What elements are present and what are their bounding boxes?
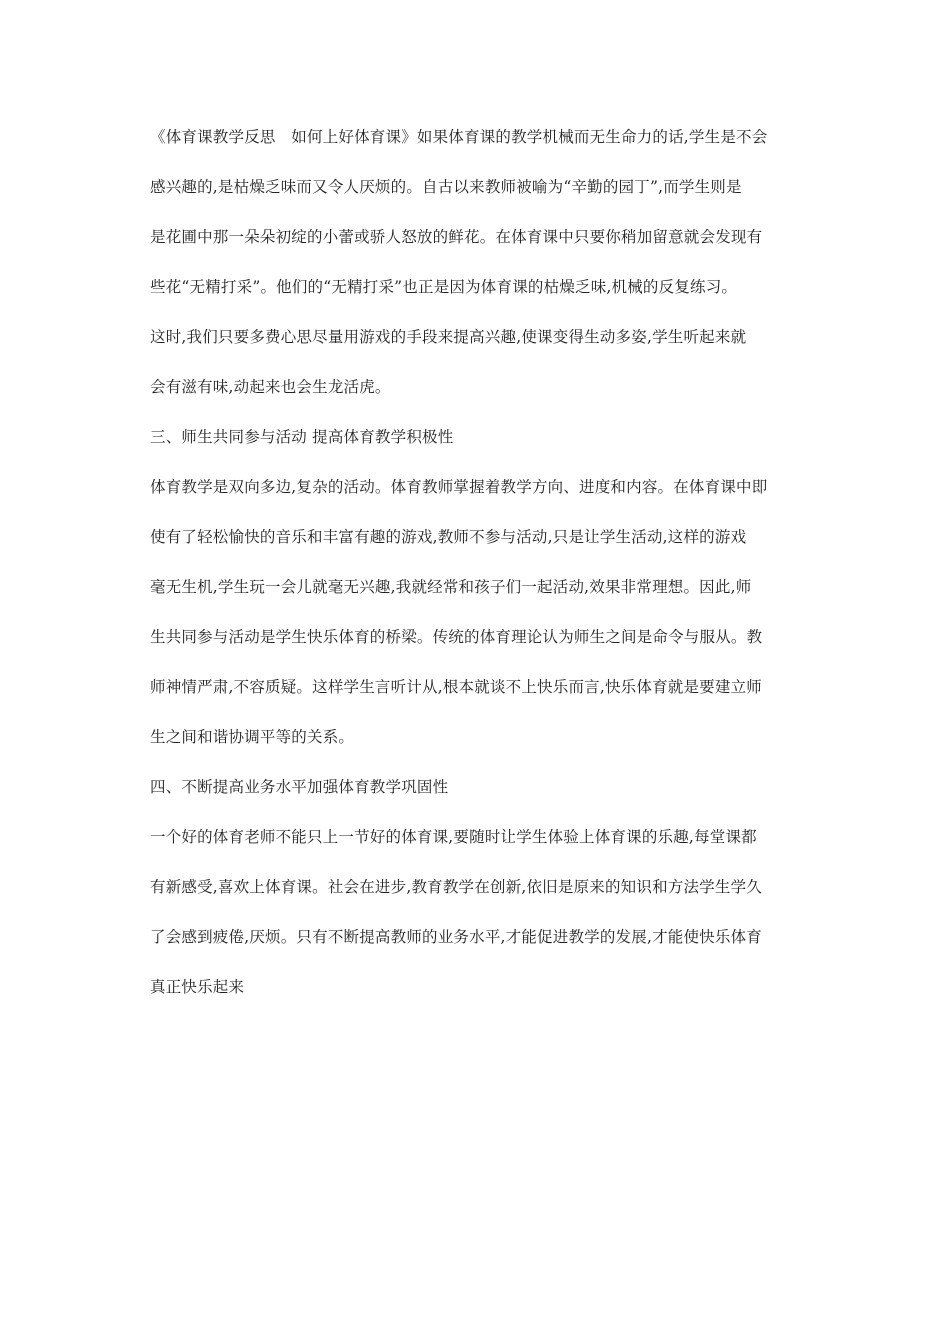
text-line: 使有了轻松愉快的音乐和丰富有趣的游戏,教师不参与活动,只是让学生活动,这样的游戏 xyxy=(150,528,747,546)
paragraph-1 xyxy=(150,118,810,418)
text-line: 是花圃中那一朵朵初绽的小蕾或骄人怒放的鲜花。在体育课中只要你稍加留意就会发现有 xyxy=(150,228,763,246)
paragraph-2 xyxy=(150,468,810,768)
text-line: 会有滋有味,动起来也会生龙活虎。 xyxy=(150,378,391,396)
text-line: 一个好的体育老师不能只上一节好的体育课,要随时让学生体验上体育课的乐趣,每堂课都 xyxy=(150,828,757,846)
text-line: 《体育课教学反思 如何上好体育课》如果体育课的教学机械而无生命力的话,学生是不会 xyxy=(150,128,768,146)
text-line: 这时,我们只要多费心思尽量用游戏的手段来提高兴趣,使课变得生动多姿,学生听起来就 xyxy=(150,328,747,346)
text-line: 生之间和谐协调平等的关系。 xyxy=(150,728,355,746)
text-line: 毫无生机,学生玩一会儿就毫无兴趣,我就经常和孩子们一起活动,效果非常理想。因此,师 xyxy=(150,578,752,596)
text-line: 了会感到疲倦,厌烦。只有不断提高教师的业务水平,才能促进教学的发展,才能使快乐体育 xyxy=(150,928,762,946)
text-line: 师神情严肃,不容质疑。这样学生言听计从,根本就谈不上快乐而言,快乐体育就是要建立师 xyxy=(150,678,762,696)
text-line: 体育教学是双向多边,复杂的活动。体育教师掌握着教学方向、进度和内容。在体育课中即 xyxy=(150,478,768,496)
text-line: 些花“无精打采”。他们的“无精打采”也正是因为体育课的枯燥乏味,机械的反复练习。 xyxy=(150,278,738,296)
document-body xyxy=(150,118,810,1018)
paragraph-3 xyxy=(150,818,810,1018)
section-heading-3: 三、师生共同参与活动 提高体育教学积极性 xyxy=(150,428,454,446)
text-line: 生共同参与活动是学生快乐体育的桥梁。传统的体育理论认为师生之间是命令与服从。教 xyxy=(150,628,763,646)
text-line: 真正快乐起来 xyxy=(150,978,245,996)
section-heading-4: 四、不断提高业务水平加强体育教学巩固性 xyxy=(150,778,449,796)
text-line: 有新感受,喜欢上体育课。社会在进步,教育教学在创新,依旧是原来的知识和方法学生学久 xyxy=(150,878,762,896)
text-line: 感兴趣的,是枯燥乏味而又令人厌烦的。自古以来教师被喻为“辛勤的园丁”,而学生则是 xyxy=(150,178,742,196)
